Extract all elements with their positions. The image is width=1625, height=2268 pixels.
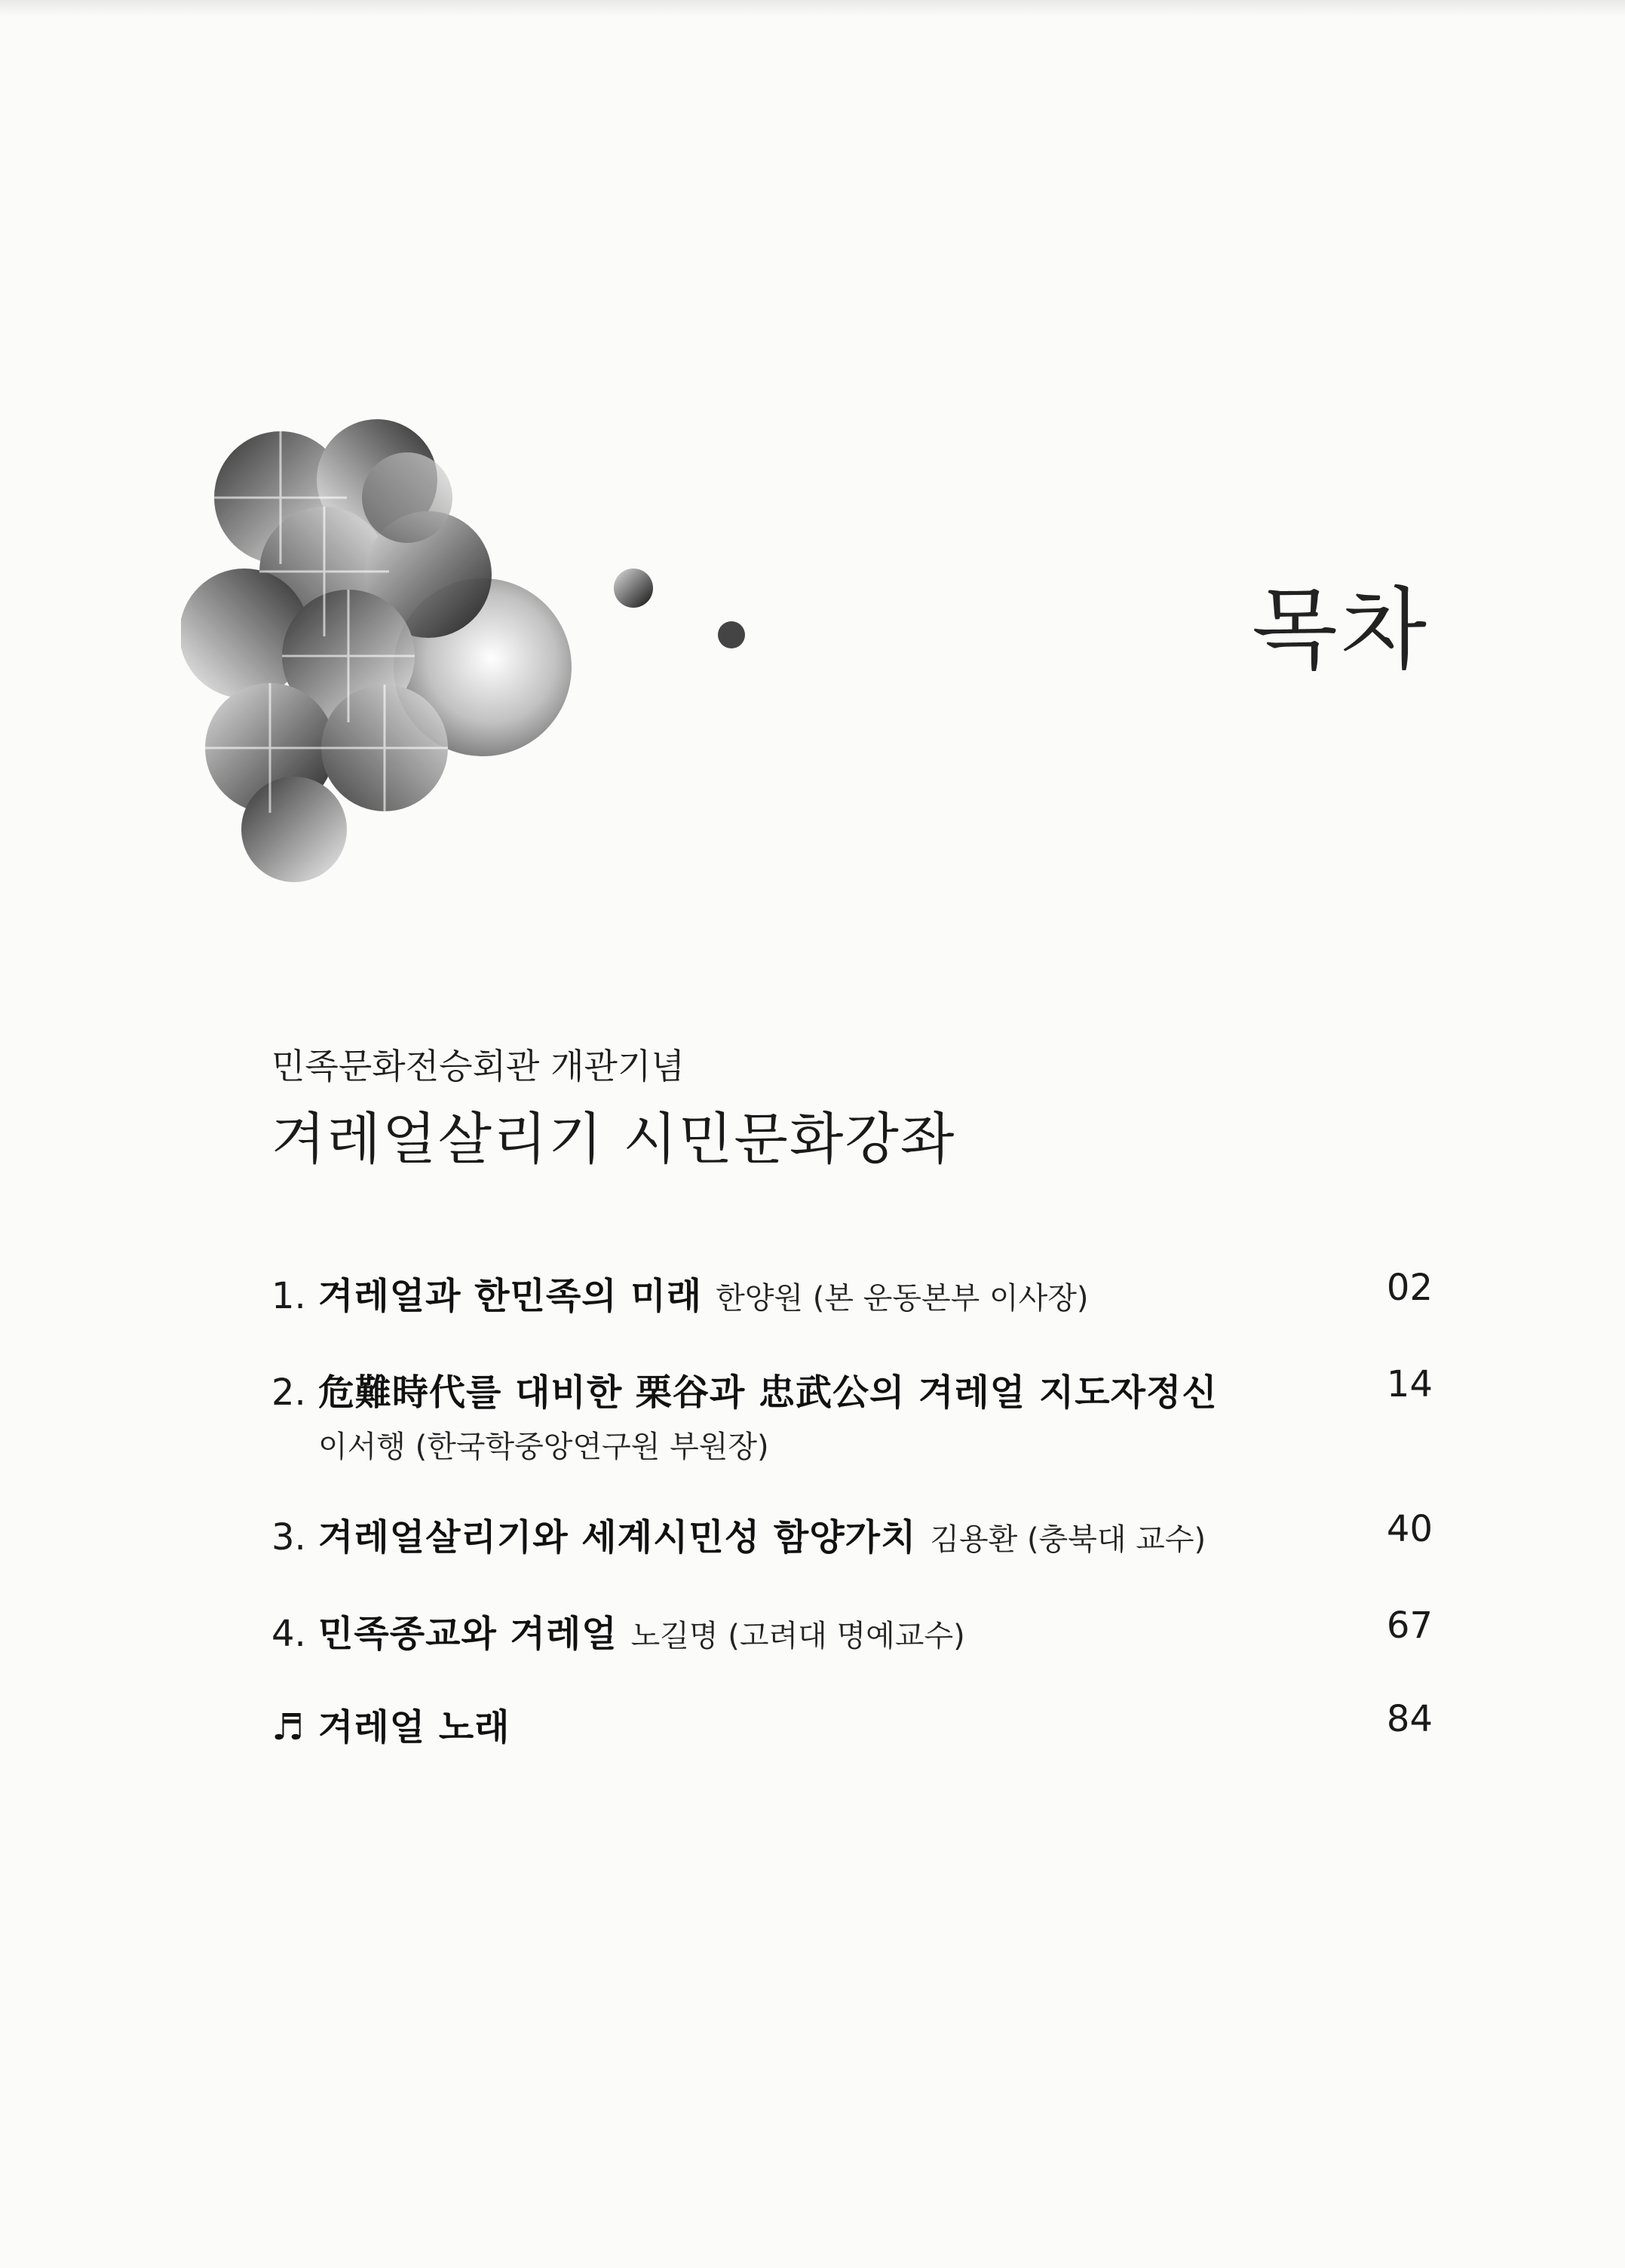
entry-page-number: 02 [1386, 1267, 1433, 1309]
entry-number: 4. [271, 1613, 306, 1655]
entry-title: 민족종교와 겨레얼 [318, 1613, 618, 1655]
toc-entry [271, 1363, 1433, 1466]
entry-title: 겨레얼살리기와 세계시민성 함양가치 [318, 1516, 917, 1558]
toc-entry [271, 1508, 1433, 1560]
entry-title: 겨레얼과 한민족의 미래 [318, 1275, 703, 1317]
page-title: 목차 [1252, 578, 1430, 682]
entry-author: 노길명 (고려대 명예교수) [630, 1619, 965, 1653]
entry-author: 김용환 (충북대 교수) [930, 1522, 1206, 1557]
event-title: 겨레얼살리기 시민문화강좌 [271, 1107, 956, 1172]
entry-number: 1. [271, 1275, 306, 1317]
music-note-icon: ♬ [271, 1706, 305, 1749]
entry-number: 2. [271, 1372, 306, 1414]
toc-entry [271, 1267, 1433, 1319]
event-subtitle: 민족문화전승회관 개관기념 [271, 1046, 685, 1086]
entry-page-number: 67 [1386, 1604, 1433, 1647]
entry-author: 이서행 (한국학중앙연구원 부원장) [318, 1430, 769, 1464]
toc-entry [271, 1604, 1433, 1657]
circle-ornament-graphic [181, 407, 769, 890]
entry-title: 겨레얼 노래 [318, 1706, 510, 1749]
entry-number: 3. [271, 1516, 306, 1558]
entry-page-number: 14 [1386, 1363, 1433, 1405]
entry-page-number: 84 [1386, 1698, 1433, 1740]
entry-title: 危難時代를 대비한 栗谷과 忠武公의 겨레얼 지도자정신 [318, 1372, 1218, 1414]
entry-author: 한양원 (본 운동본부 이사장) [716, 1281, 1089, 1316]
scan-edge [0, 0, 1625, 17]
toc-entry-song [271, 1698, 1433, 1750]
entry-page-number: 40 [1386, 1508, 1433, 1550]
